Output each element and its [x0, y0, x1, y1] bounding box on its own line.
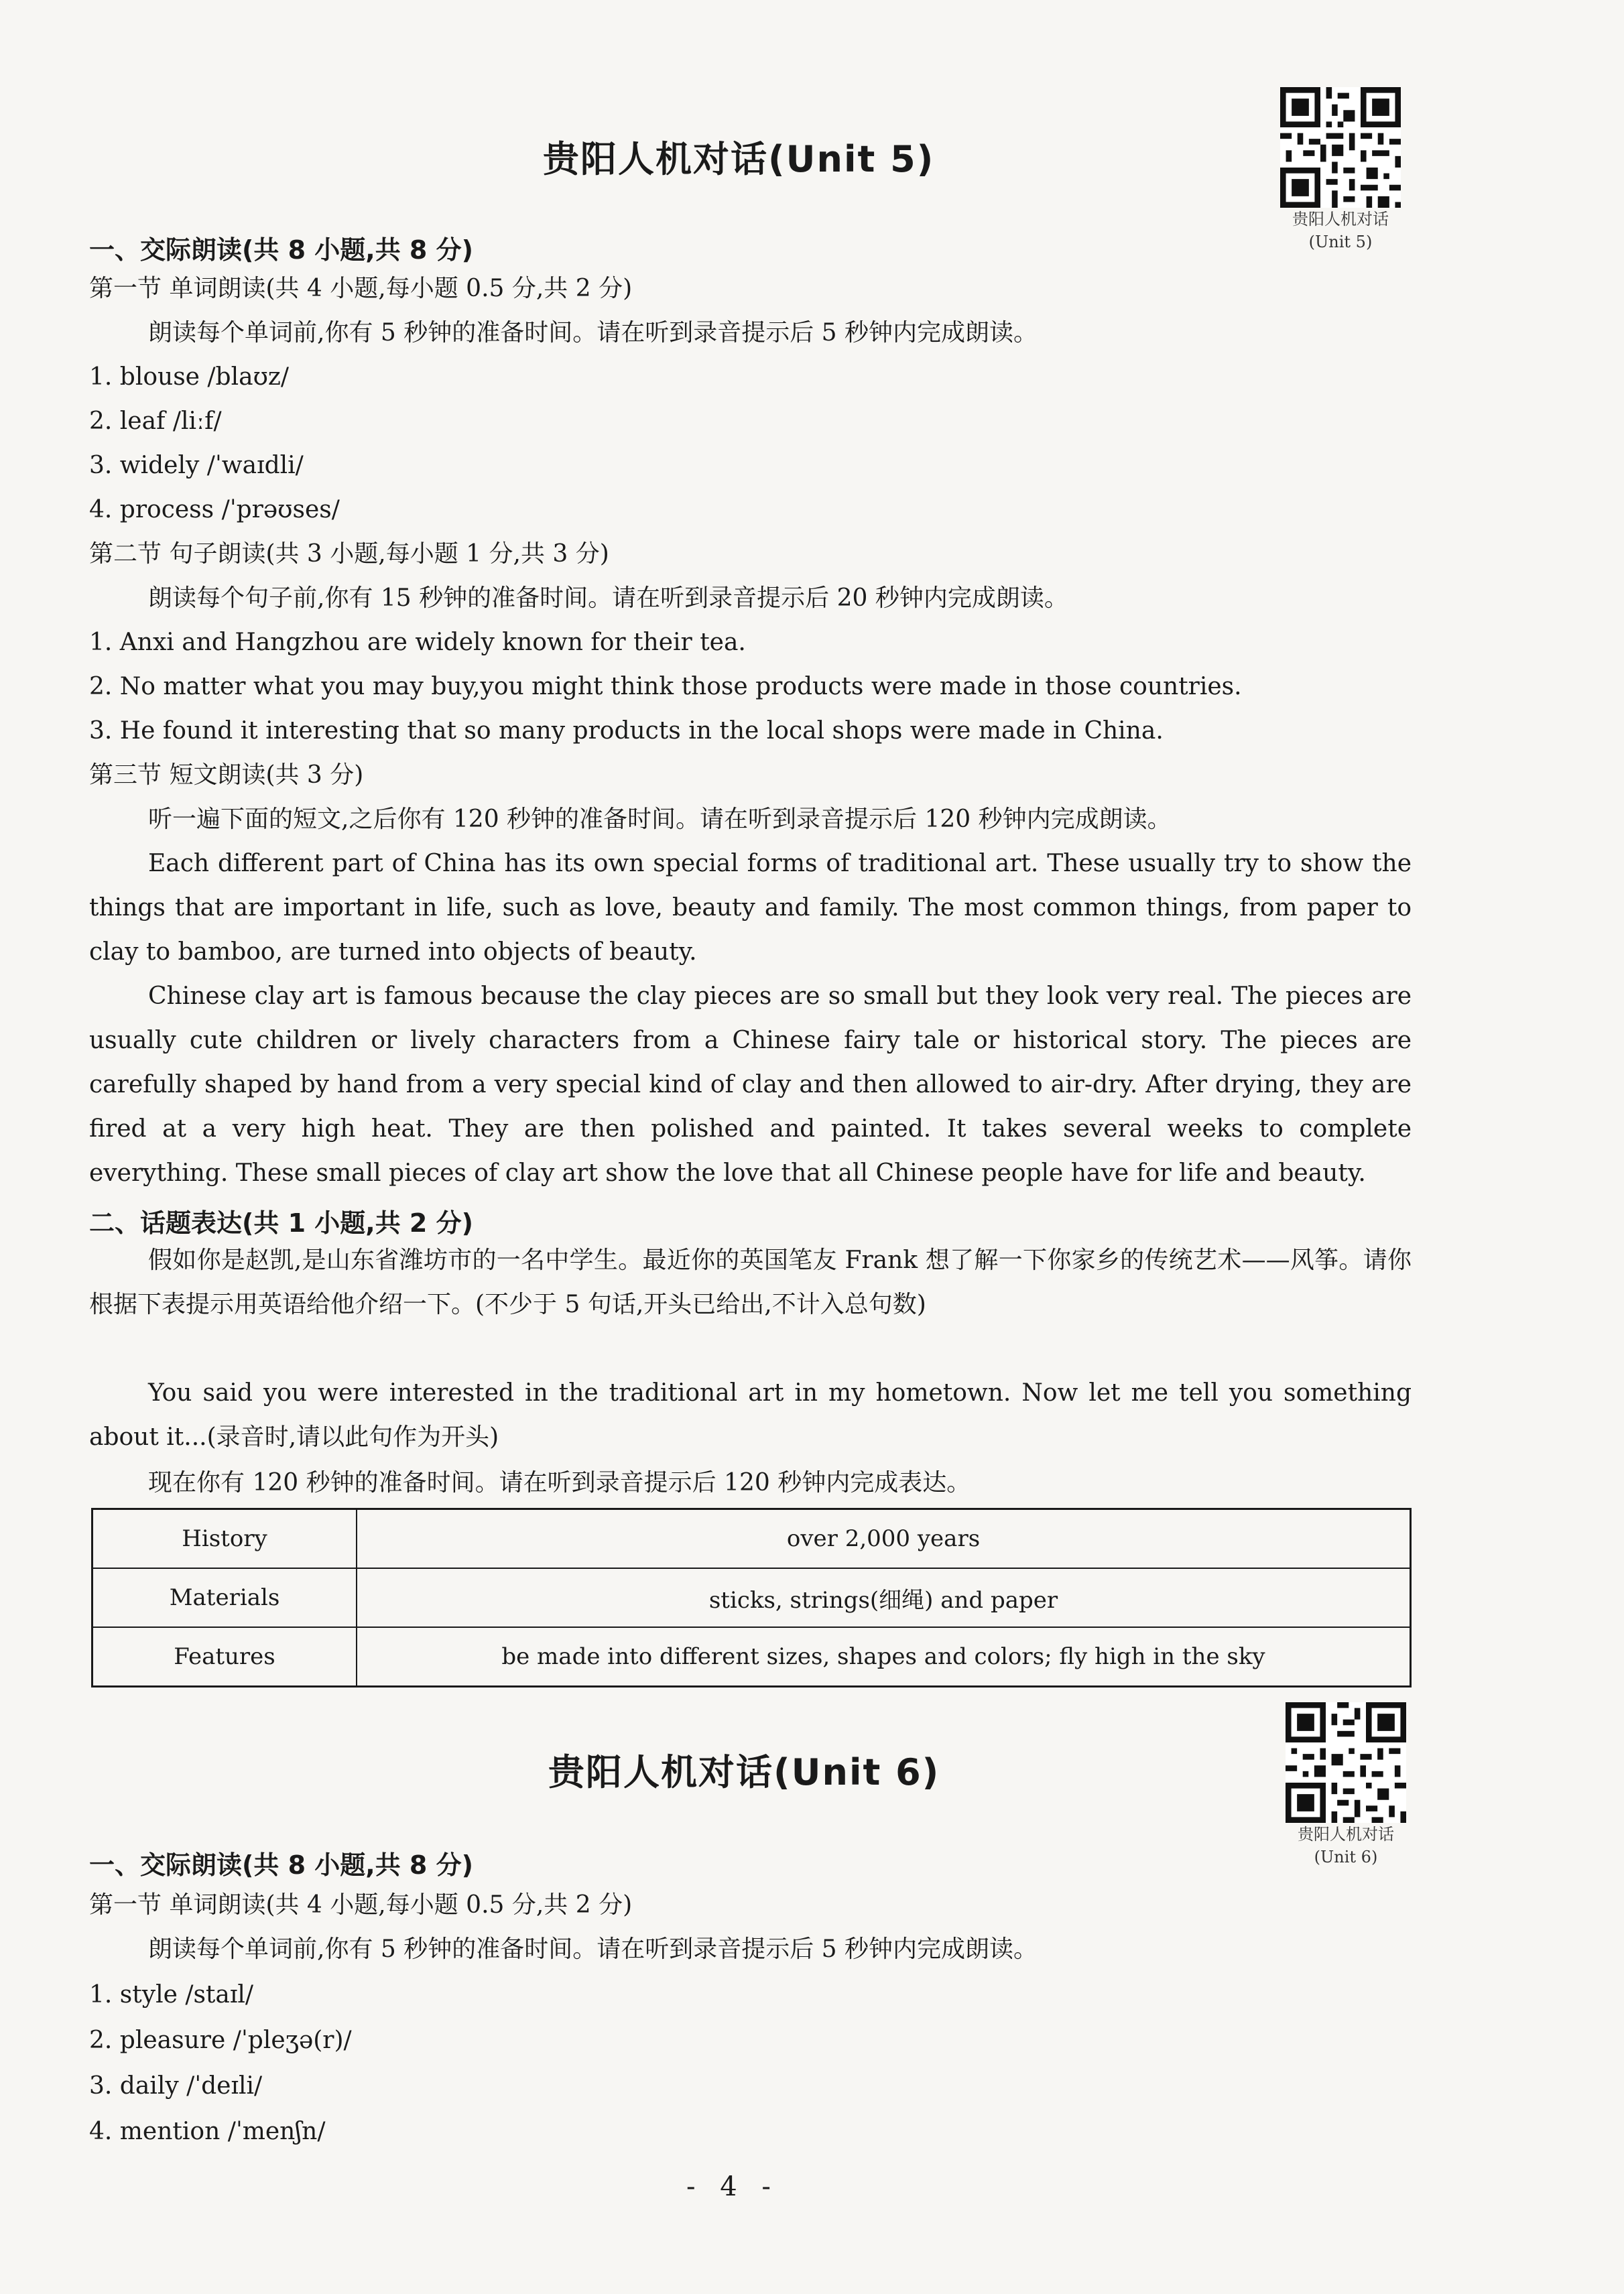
sentence-item: 2. No matter what you may buy,you might think those products were made in those countries. — [89, 673, 1242, 700]
speaking-task: 假如你是赵凯,是山东省潍坊市的一名中学生。最近你的英国笔友 Frank 想了解一下你家乡的传统艺术——风筝。请你根据下表提示用英语给他介绍一下。(不少于 5 句话,开头已给出,不计入总句数) — [89, 1247, 1412, 1318]
unit6-part1-heading: 一、交际朗读(共 8 小题,共 8 分) — [89, 1850, 473, 1880]
qr-code-icon[interactable] — [1280, 87, 1401, 208]
sentence-item: 3. He found it interesting that so many products in the local shops were made in China. — [89, 717, 1164, 745]
page-number: - 4 - — [686, 2171, 779, 2202]
unit5-s2-instruction: 朗读每个句子前,你有 15 秒钟的准备时间。请在听到录音提示后 20 秒钟内完成朗读。 — [148, 584, 1068, 612]
unit6-s1-heading: 第一节 单词朗读(共 4 小题,每小题 0.5 分,共 2 分) — [89, 1891, 633, 1919]
table-row — [92, 1568, 1411, 1627]
word-item: 2. leaf /liːf/ — [89, 407, 222, 435]
sentence-item: 1. Anxi and Hangzhou are widely known for their tea. — [89, 629, 746, 656]
qr-caption-line2: (Unit 5) — [1308, 233, 1373, 251]
unit5-s3-heading: 第三节 短文朗读(共 3 分) — [89, 761, 364, 789]
table-label: Materials — [92, 1568, 357, 1627]
word-item: 4. mention /ˈmenʃn/ — [89, 2118, 326, 2145]
unit5-s1-instruction: 朗读每个单词前,你有 5 秒钟的准备时间。请在听到录音提示后 5 秒钟内完成朗读。 — [148, 319, 1038, 346]
table-value: be made into different sizes, shapes and colors; fly high in the sky — [357, 1627, 1411, 1687]
unit6-qr-block — [1282, 1702, 1410, 1868]
table-value: sticks, strings(细绳) and paper — [357, 1568, 1411, 1627]
word-item: 1. style /staɪl/ — [89, 1981, 254, 2009]
unit5-part2-heading: 二、话题表达(共 1 小题,共 2 分) — [89, 1208, 473, 1238]
passage-paragraph: Chinese clay art is famous because the clay pieces are so small but they look very real. The pieces are usually cute children or lively characters from a Chinese fairy tale or historical story. The pieces are carefully shaped by hand from a very special kind of clay and then allowed to air-dry. After drying, they are fired at a very high heat. They are then polished and painted. It takes several weeks to complete everything. These small pieces of clay art show the love that all Chinese people have for life and beauty. — [89, 982, 1412, 1187]
table-row — [92, 1509, 1411, 1569]
passage-paragraph: Each different part of China has its own special forms of traditional art. These usually try to show the things that are important in life, such as love, beauty and family. The most common things, from paper to clay to bamboo, are turned into objects of beauty. — [89, 850, 1412, 966]
unit5-prep: 现在你有 120 秒钟的准备时间。请在听到录音提示后 120 秒钟内完成表达。 — [148, 1469, 971, 1496]
kite-info-table — [91, 1508, 1412, 1687]
table-value: over 2,000 years — [357, 1509, 1411, 1569]
qr-caption-line1: 贵阳人机对话 — [1298, 1825, 1394, 1844]
speaking-opening: You said you were interested in the traditional art in my hometown. Now let me tell you something about it...(录音时,请以此句作为开头) — [89, 1379, 1412, 1451]
unit5-title: 贵阳人机对话(Unit 5) — [543, 138, 935, 180]
word-item: 1. blouse /blaʊz/ — [89, 363, 290, 391]
table-label: History — [92, 1509, 357, 1569]
word-item: 3. daily /ˈdeɪli/ — [89, 2072, 263, 2100]
qr-caption-line1: 贵阳人机对话 — [1292, 210, 1389, 229]
unit6-s1-instruction: 朗读每个单词前,你有 5 秒钟的准备时间。请在听到录音提示后 5 秒钟内完成朗读。 — [148, 1935, 1038, 1963]
word-item: 3. widely /ˈwaɪdli/ — [89, 452, 304, 479]
unit5-s3-instruction: 听一遍下面的短文,之后你有 120 秒钟的准备时间。请在听到录音提示后 120 秒钟内完成朗读。 — [148, 806, 1172, 833]
unit5-qr-block — [1277, 87, 1404, 253]
qr-caption-line2: (Unit 6) — [1314, 1848, 1378, 1866]
word-item: 2. pleasure /ˈpleʒə(r)/ — [89, 2027, 352, 2054]
unit5-s1-heading: 第一节 单词朗读(共 4 小题,每小题 0.5 分,共 2 分) — [89, 275, 633, 302]
table-label: Features — [92, 1627, 357, 1687]
table-row — [92, 1627, 1411, 1687]
qr-code-icon[interactable] — [1286, 1702, 1406, 1823]
word-item: 4. process /ˈprəʊses/ — [89, 496, 340, 523]
unit5-part1-heading: 一、交际朗读(共 8 小题,共 8 分) — [89, 235, 473, 265]
unit5-s2-heading: 第二节 句子朗读(共 3 小题,每小题 1 分,共 3 分) — [89, 540, 609, 568]
unit6-title: 贵阳人机对话(Unit 6) — [548, 1751, 940, 1793]
